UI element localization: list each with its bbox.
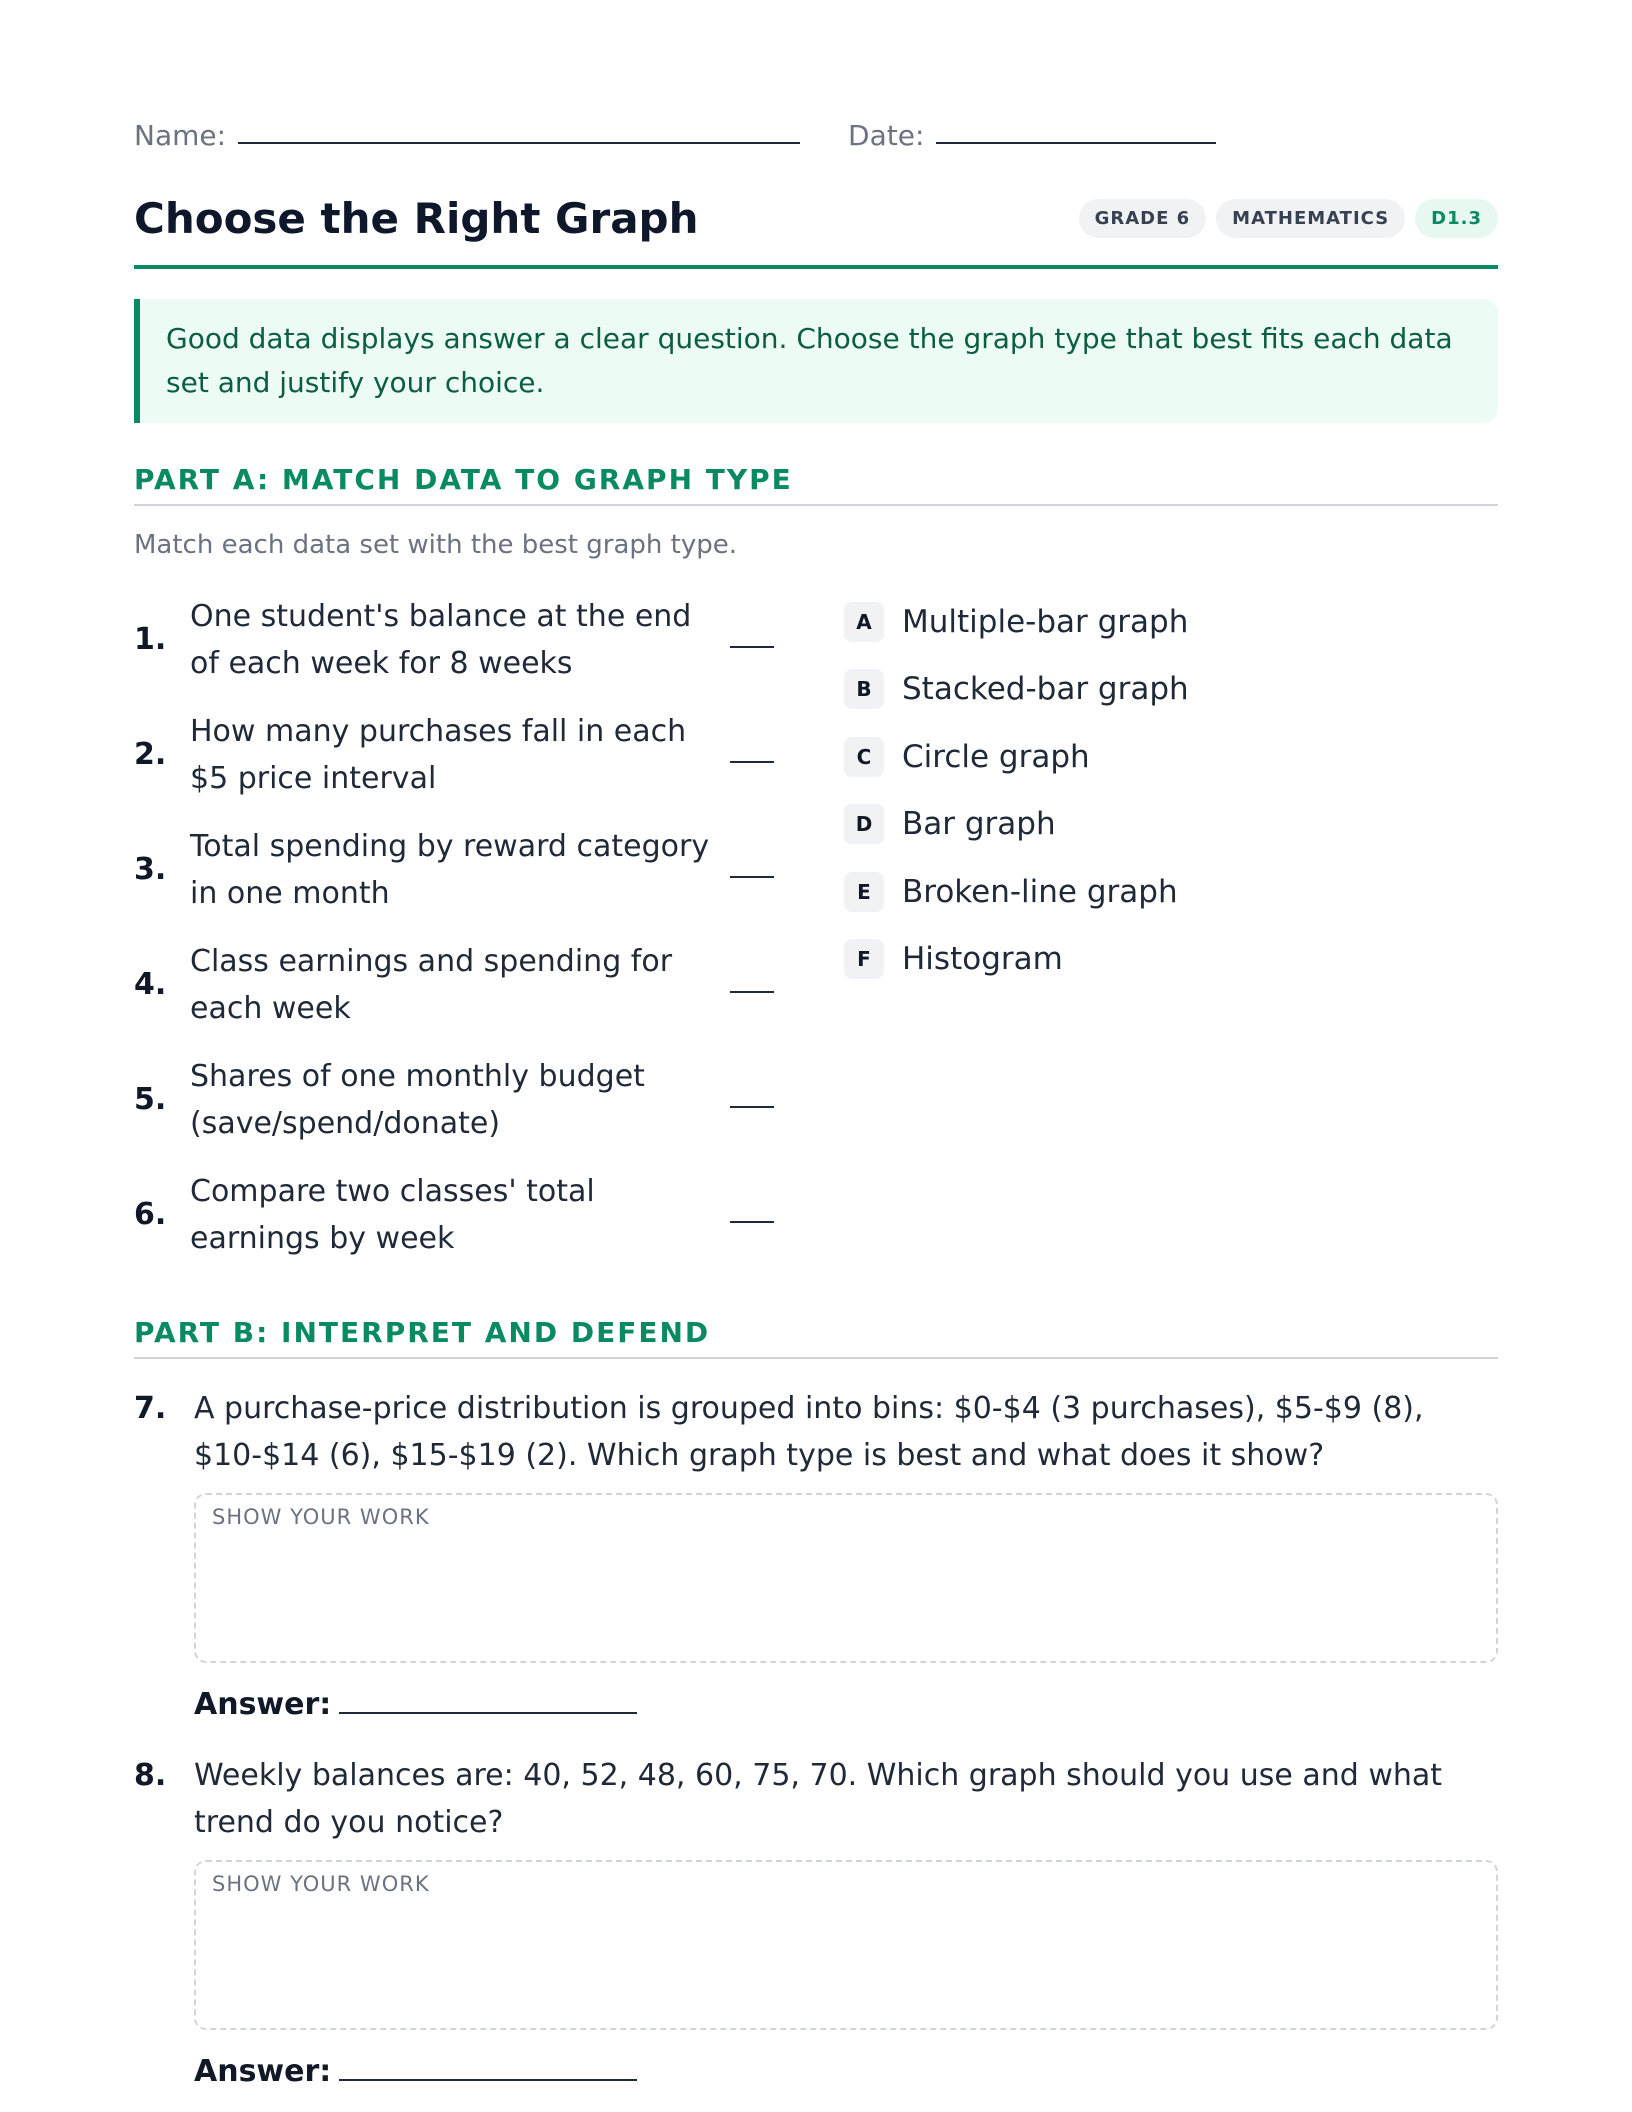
option-text: Circle graph	[902, 738, 1090, 775]
option-letter: B	[844, 669, 884, 709]
subject-badge: MATHEMATICS	[1216, 199, 1405, 238]
answer-row	[194, 2054, 1498, 2089]
grade-badge: GRADE 6	[1079, 199, 1207, 238]
option-text: Multiple-bar graph	[902, 603, 1189, 640]
item-number: 3.	[134, 852, 167, 887]
option-item	[844, 926, 1189, 994]
date-field[interactable]	[936, 142, 1216, 144]
item-number: 2.	[134, 737, 167, 772]
date-label: Date:	[848, 119, 925, 152]
option-text: Bar graph	[902, 806, 1056, 843]
graph-type-options	[844, 582, 1189, 1272]
option-text: Stacked-bar graph	[902, 671, 1189, 708]
question-7	[134, 1385, 1498, 1722]
list-item	[134, 697, 774, 812]
list-item	[134, 1042, 774, 1157]
question-text: A purchase-price distribution is grouped into bins: $0-$4 (3 purchases), $5-$9 (8), $10-$14 (6), $15-$19 (2). Which graph type is best and what does it show?	[194, 1391, 1424, 1473]
answer-field[interactable]	[339, 1712, 637, 1714]
answer-blank[interactable]	[730, 646, 774, 648]
intro-callout: Good data displays answer a clear question. Choose the graph type that best fits each data set and justify your choice.	[134, 299, 1498, 423]
name-field[interactable]	[238, 142, 800, 144]
matching-section	[134, 582, 1498, 1272]
standard-badge: D1.3	[1415, 199, 1498, 238]
student-info-row	[134, 116, 1498, 152]
answer-label: Answer:	[194, 1687, 332, 1722]
question-number: 8.	[134, 1758, 167, 1793]
list-item	[134, 927, 774, 1042]
option-item	[844, 588, 1189, 656]
question-8	[134, 1752, 1498, 2089]
badge-group	[1079, 199, 1498, 238]
work-area[interactable]	[194, 1493, 1498, 1663]
option-item	[844, 858, 1189, 926]
answer-blank[interactable]	[730, 991, 774, 993]
answer-blank[interactable]	[730, 876, 774, 878]
answer-blank[interactable]	[730, 761, 774, 763]
list-item	[134, 582, 774, 697]
question-text: Weekly balances are: 40, 52, 48, 60, 75, 70. Which graph should you use and what trend do you notice?	[194, 1758, 1443, 1840]
item-text: Shares of one monthly budget (save/spend/donate)	[190, 1058, 645, 1141]
answer-label: Answer:	[194, 2054, 332, 2089]
question-body	[194, 1752, 1498, 2089]
answer-blank[interactable]	[730, 1106, 774, 1108]
work-area[interactable]	[194, 1860, 1498, 2030]
answer-field[interactable]	[339, 2079, 637, 2081]
option-item	[844, 791, 1189, 859]
item-text: How many purchases fall in each $5 price interval	[190, 713, 687, 796]
part-a-heading: PART A: MATCH DATA TO GRAPH TYPE	[134, 463, 1498, 506]
option-item	[844, 723, 1189, 791]
item-text: One student's balance at the end of each week for 8 weeks	[190, 598, 692, 681]
answer-blank[interactable]	[730, 1221, 774, 1223]
list-item	[134, 1157, 774, 1272]
item-text: Class earnings and spending for each week	[190, 943, 673, 1026]
question-number: 7.	[134, 1391, 167, 1426]
question-body	[194, 1385, 1498, 1722]
option-letter: D	[844, 804, 884, 844]
work-area-label: SHOW YOUR WORK	[212, 1505, 430, 1529]
option-text: Broken-line graph	[902, 873, 1178, 910]
option-text: Histogram	[902, 941, 1063, 978]
title-row	[134, 194, 1498, 269]
option-letter: F	[844, 939, 884, 979]
item-text: Compare two classes' total earnings by week	[190, 1173, 595, 1256]
option-letter: E	[844, 872, 884, 912]
item-number: 6.	[134, 1197, 167, 1232]
data-set-list	[134, 582, 774, 1272]
page-title: Choose the Right Graph	[134, 194, 699, 243]
part-b-heading: PART B: INTERPRET AND DEFEND	[134, 1316, 1498, 1359]
name-label: Name:	[134, 119, 227, 152]
list-item	[134, 812, 774, 927]
item-number: 5.	[134, 1082, 167, 1117]
answer-row	[194, 1687, 1498, 1722]
option-item	[844, 656, 1189, 724]
option-letter: A	[844, 602, 884, 642]
part-a-instructions: Match each data set with the best graph type.	[134, 530, 737, 560]
option-letter: C	[844, 737, 884, 777]
item-text: Total spending by reward category in one month	[190, 828, 710, 911]
item-number: 4.	[134, 967, 167, 1002]
work-area-label: SHOW YOUR WORK	[212, 1872, 430, 1896]
item-number: 1.	[134, 622, 167, 657]
